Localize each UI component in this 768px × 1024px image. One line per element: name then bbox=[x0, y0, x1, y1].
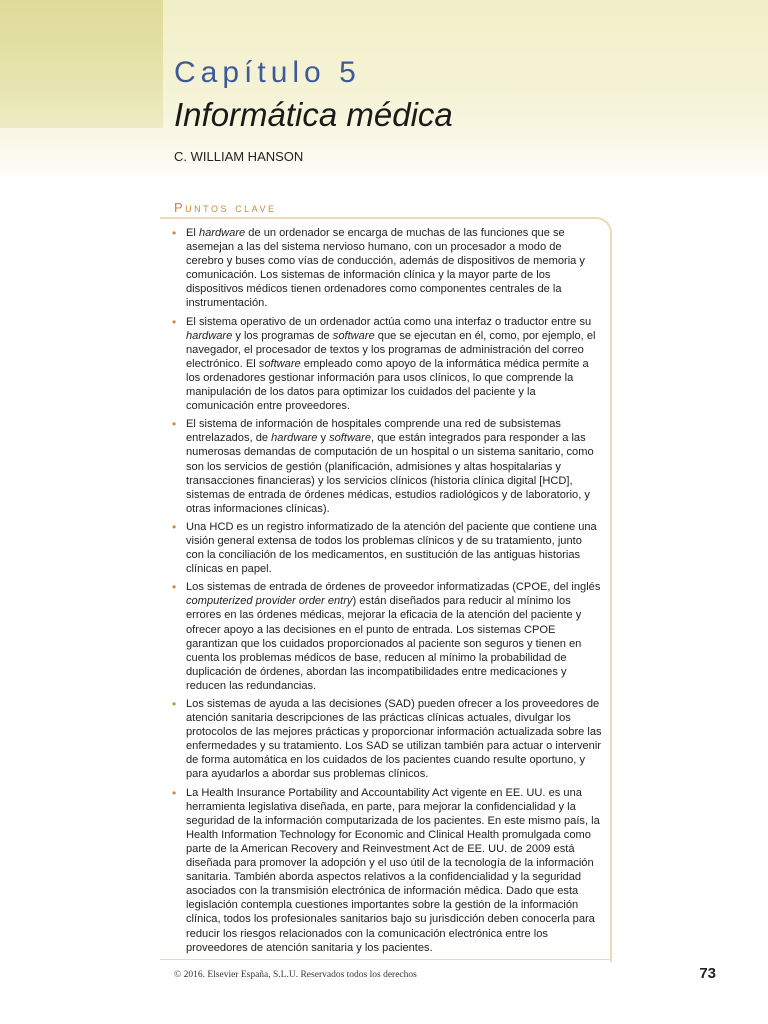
bullet-icon: • bbox=[172, 519, 177, 534]
key-points-box-bottom-rule bbox=[160, 959, 612, 960]
bullet-icon: • bbox=[172, 226, 177, 240]
key-point-item bbox=[172, 786, 602, 955]
point-text: empleado como apoyo de la informática médica permite a los ordenadores gestionar información para usos clínicos, lo que comprende la manipulación de los datos para optimizar los cuidados del paciente y la comunicación entre proveedores. bbox=[186, 357, 589, 413]
point-text: y bbox=[317, 432, 330, 445]
key-point-item bbox=[172, 580, 602, 693]
page-number: 73 bbox=[699, 965, 716, 982]
corner-color-block bbox=[0, 0, 163, 128]
bullet-icon: • bbox=[172, 785, 177, 800]
key-point-item bbox=[172, 417, 602, 516]
key-point-item bbox=[172, 697, 602, 782]
point-text: El bbox=[186, 227, 199, 239]
bullet-icon: • bbox=[172, 580, 177, 595]
point-text: , que están integrados para responder a las numerosas demandas de computación de un hospital o un sistema sanitario, como son los servicios de gestión (planificación, admisiones y altas hospitalarias y transacciones financieras) y los servicios clínicos (historia clínica digital [HCD], sistemas de entrada de órdenes médicas, estudios radiológicos y de laboratorio, y otras informaciones clínicas). bbox=[186, 432, 594, 515]
chapter-title: Informática médica bbox=[174, 96, 453, 133]
key-point-item bbox=[172, 226, 602, 311]
point-text: El sistema de información de hospitales comprende una red de subsistemas entrelazados, de bbox=[186, 418, 561, 445]
chapter-author: C. WILLIAM HANSON bbox=[174, 149, 304, 164]
italic-term: hardware bbox=[271, 432, 318, 445]
point-text: Los sistemas de entrada de órdenes de proveedor informatizadas (CPOE, del inglés bbox=[186, 581, 601, 594]
chapter-label: Capítulo 5 bbox=[174, 56, 361, 89]
bullet-icon: • bbox=[172, 314, 177, 329]
bullet-icon: • bbox=[172, 697, 177, 711]
point-text: de un ordenador se encarga de muchas de las funciones que se asemejan a las del sistema nervioso humano, con un procesador a modo de cerebro y buses como vías de conducción, además de dispositivos de memoria y comunicación. Los sistemas de información clínica y la mayor parte de los dispositivos médicos tienen ordenadores como componentes centrales de la instrumentación. bbox=[186, 227, 585, 310]
point-text: Una HCD es un registro informatizado de la atención del paciente que contiene una visión general extensa de todos los problemas clínicos y de su tratamiento, junto con la conciliación de los medicamentos, en sustitución de las antiguas historias clínicas en papel. bbox=[186, 520, 597, 576]
italic-term: software bbox=[332, 329, 375, 342]
key-points-list bbox=[172, 226, 602, 959]
key-point-item bbox=[172, 520, 602, 576]
italic-term: computerized provider order entry bbox=[186, 595, 353, 608]
point-text: y los programas de bbox=[232, 329, 333, 342]
italic-term: hardware bbox=[186, 329, 233, 342]
copyright-notice: © 2016. Elsevier España, S.L.U. Reservados todos los derechos bbox=[174, 970, 417, 980]
italic-term: hardware bbox=[198, 227, 246, 239]
point-text: ) están diseñados para reducir al mínimo los errores en las órdenes médicas, mejorar la eficacia de la atención del paciente y ofrecer apoyo a las decisiones en el punto de entrada. Los sistemas CPOE garantizan que los cuidados proporcionados al paciente son seguros y tienen en cuenta los problemas médicos de base, reducen al mínimo la probabilidad de duplicación de órdenes, abordan las incompatibilidades entre medicaciones y reducen las redundancias. bbox=[186, 595, 582, 692]
key-points-heading: Puntos clave bbox=[174, 200, 277, 215]
point-text: Los sistemas de ayuda a las decisiones (SAD) pueden ofrecer a los proveedores de atención sanitaria descripciones de las prácticas clínicas actuales, divulgar los protocolos de las mejores prácticas y proporcionar información actualizada sobre las enfermedades y su tratamiento. Los SAD se utilizan también para actuar o intervenir de forma automática en los cuidados de los pacientes cuando resulte oportuno, y para ayudarlos a abordar sus problemas clínicos. bbox=[186, 698, 602, 781]
italic-term: software bbox=[329, 432, 372, 445]
bullet-icon: • bbox=[172, 417, 177, 432]
point-text: La Health Insurance Portability and Accountability Act vigente en EE. UU. es una herramienta legislativa diseñada, en parte, para mejorar la confidencialidad y la seguridad de la información computarizada de los pacientes. En este mismo país, la Health Information Technology for Economic and Clinical Health promulgada como parte de la American Recovery and Reinvestment Act de EE. UU. de 2009 está diseñada para promover la adopción y el uso útil de la tecnología de la información sanitaria. También aborda aspectos relativos a la confidencialidad y la seguridad asociados con la transmisión electrónica de información médica. Dado que esta legislación contempla cuestiones importantes sobre la gestión de la información clínica, todos los profesionales sanitarios bajo su jurisdicción deben conocerla para reducir los riesgos relacionados con la comunicación electrónica entre los proveedores de atención sanitaria y los pacientes. bbox=[186, 786, 600, 954]
point-text: El sistema operativo de un ordenador actúa como una interfaz o traductor entre su bbox=[186, 315, 592, 328]
point-text: que se ejecutan en él, como, por ejemplo, el navegador, el procesador de textos y los programas de administración del correo electrónico. El bbox=[186, 329, 596, 370]
italic-term: software bbox=[258, 357, 301, 370]
key-point-item bbox=[172, 315, 602, 414]
